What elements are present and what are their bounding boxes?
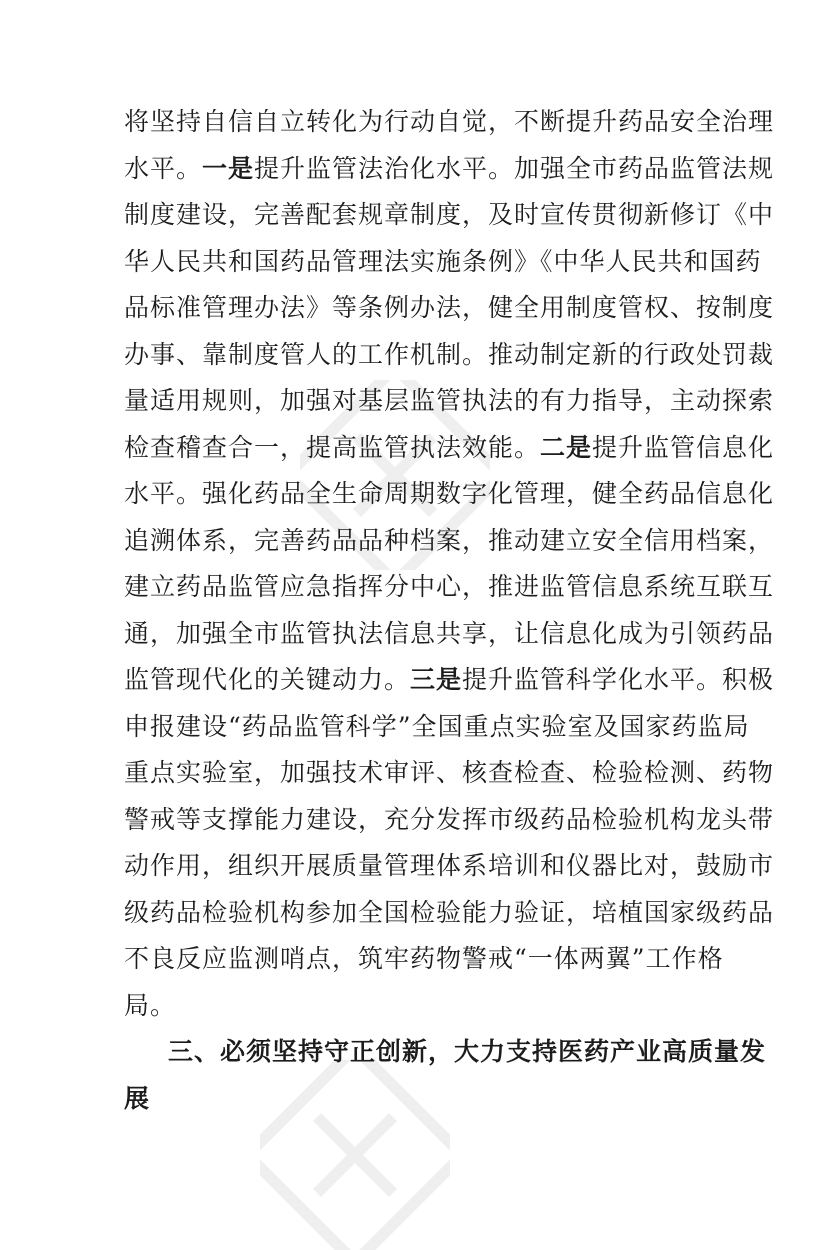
text-run: 将坚持自信自立转化为行动自觉，不断提升药品安全治理 [124, 107, 775, 136]
paragraph-line [124, 292, 775, 324]
text-run: 监管现代化的关键动力。 [124, 665, 411, 694]
text-run: 申报建设“药品监管科学”全国重点实验室及国家药监局 [124, 711, 750, 741]
text-run: 华人民共和国药品管理法实施条例》《中华人民共和国药 [124, 246, 762, 276]
text-run: 检查稽查合一，提高监管执法效能。 [124, 432, 541, 462]
text-run: 提升监管科学化水平。积极 [462, 665, 775, 694]
paragraph-line [124, 432, 775, 464]
paragraph-line [124, 478, 775, 510]
paragraph-line [124, 153, 775, 185]
section-heading-continued: 展 [124, 1083, 151, 1113]
text-run: 量适用规则，加强对基层监管执法的有力指导，主动探索 [124, 386, 775, 415]
paragraph-line [124, 106, 775, 138]
paragraph-line [124, 804, 775, 836]
emphasis-run: 一是 [202, 153, 255, 183]
text-run: 重点实验室，加强技术审评、核查检查、检验检测、药物 [124, 758, 775, 787]
text-run: 建立药品监管应急指挥分中心，推进监管信息系统互联互 [124, 572, 775, 601]
section-heading-text: 三、必须坚持守正创新，大力支持医药产业高质量发 [168, 1037, 767, 1066]
emphasis-run: 二是 [540, 432, 593, 462]
paragraph-line [124, 711, 750, 743]
paragraph-line [124, 199, 775, 231]
paragraph-line [124, 990, 176, 1022]
text-run: 局。 [124, 990, 177, 1020]
emphasis-run: 三是 [410, 665, 463, 694]
text-run: 品标准管理办法》等条例办法，健全用制度管权、按制度 [124, 293, 775, 322]
paragraph-line [124, 571, 775, 603]
text-run: 动作用，组织开展质量管理体系培训和仪器比对，鼓励市 [124, 851, 775, 880]
watermark-icon [260, 1060, 450, 1250]
paragraph-line [124, 943, 724, 975]
paragraph-line [124, 525, 775, 557]
text-run: 制度建设，完善配套规章制度，及时宣传贯彻新修订《中 [124, 200, 775, 229]
text-run: 水平。 [124, 153, 203, 183]
text-run: 追溯体系，完善药品品种档案，推动建立安全信用档案， [124, 525, 775, 555]
text-run: 提升监管信息化 [592, 432, 775, 462]
paragraph-line [124, 757, 775, 789]
text-run: 不良反应监测哨点，筑牢药物警戒“一体两翼”工作格 [124, 944, 724, 973]
text-run: 级药品检验机构参加全国检验能力验证，培植国家级药品 [124, 897, 775, 927]
paragraph-line [124, 664, 775, 696]
text-run: 通，加强全市监管执法信息共享，让信息化成为引领药品 [124, 618, 775, 648]
paragraph-line [124, 385, 775, 417]
paragraph-line [124, 618, 775, 650]
section-heading [168, 1036, 767, 1068]
text-run: 水平。强化药品全生命周期数字化管理，健全药品信息化 [124, 479, 775, 508]
text-run: 提升监管法治化水平。加强全市药品监管法规 [254, 153, 775, 183]
paragraph-line [124, 897, 775, 929]
paragraph-line [124, 246, 762, 278]
paragraph-line [124, 850, 775, 882]
paragraph-line [124, 339, 775, 371]
text-run: 警戒等支撑能力建设，充分发挥市级药品检验机构龙头带 [124, 804, 775, 834]
text-run: 办事、靠制度管人的工作机制。推动制定新的行政处罚裁 [124, 339, 775, 369]
